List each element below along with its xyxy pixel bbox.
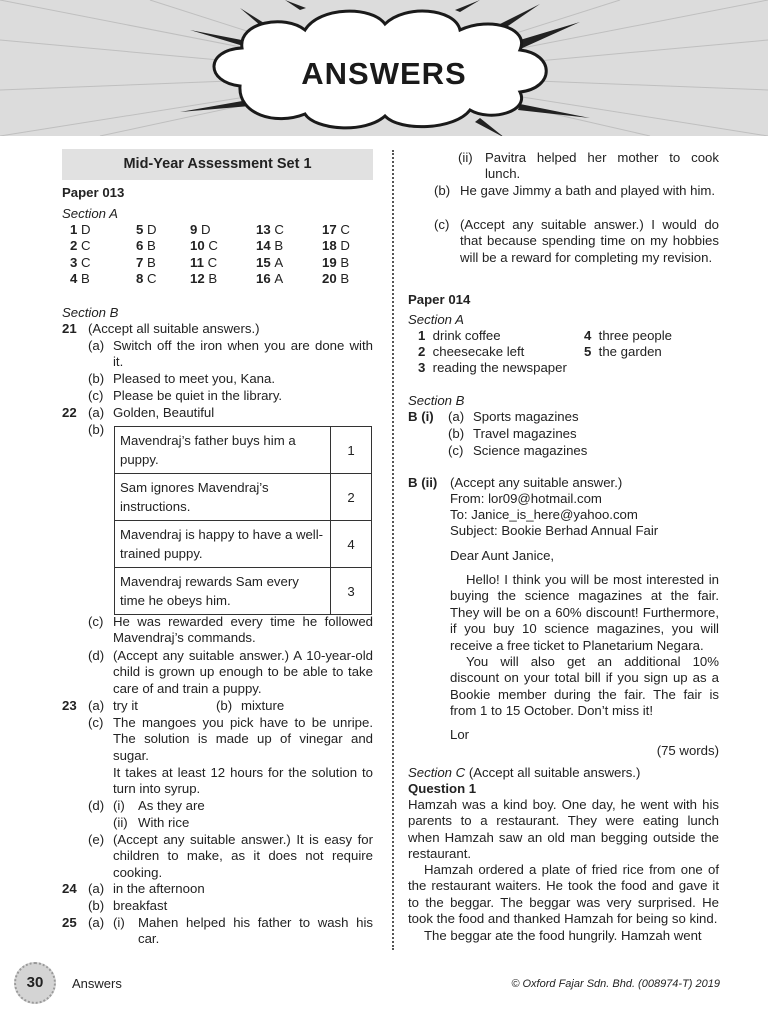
list-item: 5 the garden (584, 344, 662, 359)
paper-014-heading: Paper 014 (408, 292, 471, 307)
q23-b: mixture (241, 698, 285, 713)
q23-c1: The mangoes you pick have to be unripe. The solution is made up of vinegar and sugar. (113, 715, 373, 763)
list-item: 4 three people (584, 328, 672, 343)
q21-a: Switch off the iron when you are done with it. (113, 338, 373, 370)
header-banner (0, 0, 768, 136)
email-to: To: Janice_is_here@yahoo.com (450, 507, 638, 522)
q21-b: Pleased to meet you, Kana. (113, 371, 276, 386)
paper-013-heading: Paper 013 (62, 185, 125, 200)
page-number: 30 (14, 962, 56, 1004)
section-a-heading: Section A (62, 206, 118, 221)
table-row: Sam ignores Mavendraj’s instructions. 2 (115, 474, 372, 521)
mcq-item: 11 C (190, 254, 218, 270)
b-ii-label: B (ii) (408, 475, 438, 490)
q23-d2: With rice (138, 815, 190, 830)
mcq-item: 5 D (136, 222, 157, 237)
section-c-heading: Section C (Accept all suitable answers.) (408, 765, 641, 780)
column-divider (392, 150, 394, 950)
story-paragraph-1: Hamzah was a kind boy. One day, he went with his parents to a restaurant. They were eating lunch when Hamzah saw an old man begging outside the restaurant. (408, 797, 719, 862)
copyright-notice: © Oxford Fajar Sdn. Bhd. (008974-T) 2019 (511, 978, 720, 990)
q21-intro: (Accept all suitable answers.) (88, 321, 260, 336)
mcq-item: 19 B (322, 254, 350, 270)
question-number: 23 (62, 698, 77, 713)
mcq-item: 15 A (256, 254, 284, 270)
b-i-c: Science magazines (473, 443, 588, 458)
story-paragraph-3: The beggar ate the food hungrily. Hamzah went (424, 928, 702, 943)
list-item: 1 drink coffee (418, 328, 501, 343)
table-row: Mavendraj rewards Sam every time he obeys him. 3 (115, 568, 372, 615)
q25-c: (Accept any suitable answer.) I would do that because spending time on my hobbies will be a reward for completing my revision. (460, 217, 719, 265)
section-a-heading: Section A (408, 312, 464, 327)
email-paragraph-2: You will also get an additional 10% discount on your total bill if you sign up as a Bookie member during the fair. The fair is from 1 to 15 October. Don’t miss it! (450, 654, 719, 719)
set-title: Mid-Year Assessment Set 1 (62, 149, 373, 180)
q23-a: try it (113, 698, 138, 713)
page-title: ANSWERS (301, 56, 467, 91)
question-1-heading: Question 1 (408, 781, 477, 796)
mcq-item: 16 A (256, 271, 284, 287)
table-row: Mavendraj’s father buys him a puppy. 1 (115, 427, 372, 474)
mcq-item: 2 C (70, 238, 91, 254)
mcq-item: 17 C (322, 222, 350, 237)
mcq-item: 20 B (322, 271, 350, 287)
section-b-heading: Section B (408, 393, 465, 408)
mcq-item: 8 C (136, 271, 157, 287)
section-b-heading: Section B (62, 305, 119, 320)
q25-b: He gave Jimmy a bath and played with him. (460, 183, 716, 198)
question-number: 22 (62, 405, 77, 420)
q24-b: breakfast (113, 898, 168, 913)
list-item: 3 reading the newspaper (418, 360, 567, 375)
b-i-a: Sports magazines (473, 409, 579, 424)
mcq-item: 7 B (136, 254, 156, 270)
mcq-item: 1 D (70, 222, 91, 237)
email-subject: Subject: Bookie Berhad Annual Fair (450, 523, 659, 538)
q25-a1: Mahen helped his father to wash his car. (138, 915, 373, 947)
mcq-item: 14 B (256, 238, 284, 254)
question-number: 24 (62, 881, 77, 896)
story-paragraph-2: Hamzah ordered a plate of fried rice from one of the restaurant waiters. He took the food and gave it to the beggar. The beggar was very surprised. He took the food and thanked Hamzah for being so kind. (408, 862, 719, 927)
q21-c: Please be quiet in the library. (113, 388, 283, 403)
b-i-label: B (i) (408, 409, 434, 424)
b-i-b: Travel magazines (473, 426, 577, 441)
mcq-item: 13 C (256, 222, 284, 237)
email-paragraph-1: Hello! I think you will be most interested in buying the science magazines at the fair. They will be on a 60% discount! Furthermore, if you buy 10 science magazines, you will receive a free ticket to Planetarium Negara. (450, 572, 719, 653)
footer-section-label: Answers (72, 976, 122, 991)
q23-c2: It takes at least 12 hours for the solution to turn into syrup. (113, 765, 373, 797)
list-item: 2 cheesecake left (418, 344, 525, 359)
email-signature: Lor (450, 727, 470, 742)
email-greeting: Dear Aunt Janice, (450, 548, 555, 563)
word-count: (75 words) (656, 743, 719, 758)
mcq-item: 4 B (70, 271, 90, 287)
table-row: Mavendraj is happy to have a well-trained puppy. 4 (115, 521, 372, 568)
mcq-item: 3 C (70, 254, 91, 270)
mcq-item: 9 D (190, 222, 211, 237)
question-number: 21 (62, 321, 77, 336)
q23-d1: As they are (138, 798, 205, 813)
question-number: 25 (62, 915, 77, 930)
q23-e: (Accept any suitable answer.) It is easy for children to make, as it does not require cooking. (113, 832, 373, 880)
mcq-item: 10 C (190, 238, 218, 254)
b-ii-intro: (Accept any suitable answer.) (450, 475, 623, 490)
sequence-table (114, 426, 372, 615)
q25-a2: Pavitra helped her mother to cook lunch. (485, 150, 719, 182)
q22-d: (Accept any suitable answer.) A 10-year-old child is grown up enough to be able to take care of and train a puppy. (113, 648, 373, 696)
q22-c: He was rewarded every time he followed Mavendraj’s commands. (113, 614, 373, 646)
q24-a: in the afternoon (113, 881, 205, 896)
mcq-item: 18 D (322, 238, 350, 254)
mcq-item: 6 B (136, 238, 156, 254)
q22-a: Golden, Beautiful (113, 405, 215, 420)
mcq-item: 12 B (190, 271, 218, 287)
email-from: From: lor09@hotmail.com (450, 491, 602, 506)
